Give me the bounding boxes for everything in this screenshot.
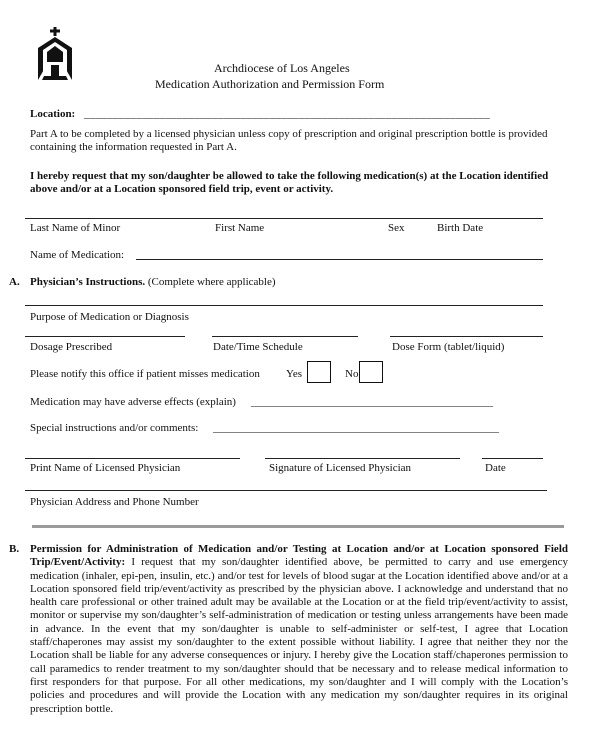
org-name: Archdiocese of Los Angeles [214, 61, 350, 75]
no-label: No [345, 368, 359, 380]
request-statement: I hereby request that my son/daughter be allowed to take the following medication(s) at the Location identified above and/or at a Location sponsored field trip, event or activity. [30, 170, 549, 196]
special-field[interactable]: ____________________________________________________ [213, 422, 499, 434]
section-b-paragraph [30, 543, 568, 730]
first-name-label: First Name [215, 222, 265, 234]
adverse-label: Medication may have adverse effects (explain) [30, 396, 236, 408]
dose-form-label: Dose Form (tablet/liquid) [392, 341, 505, 353]
section-a-letter: A. [9, 276, 20, 288]
adverse-field[interactable]: ____________________________________________ [251, 396, 493, 408]
section-b-letter: B. [9, 543, 20, 555]
schedule-label: Date/Time Schedule [213, 341, 303, 353]
physician-signature-label: Signature of Licensed Physician [269, 462, 412, 474]
purpose-line[interactable] [25, 305, 543, 306]
dosage-line[interactable] [25, 336, 185, 337]
sex-label: Sex [388, 222, 405, 234]
schedule-line[interactable] [212, 336, 358, 337]
form-title: Medication Authorization and Permission Form [155, 77, 385, 91]
address-label: Physician Address and Phone Number [30, 496, 199, 508]
date-label: Date [485, 462, 506, 474]
archdiocese-logo-icon [34, 26, 76, 82]
physician-name-line[interactable] [25, 458, 240, 459]
dose-form-line[interactable] [390, 336, 543, 337]
special-label: Special instructions and/or comments: [30, 422, 199, 434]
section-a-title: Physician’s Instructions. [30, 276, 146, 288]
physician-name-label: Print Name of Licensed Physician [30, 462, 181, 474]
physician-signature-line[interactable] [265, 458, 460, 459]
medication-name-label: Name of Medication: [30, 249, 125, 261]
purpose-label: Purpose of Medication or Diagnosis [30, 311, 189, 323]
no-checkbox[interactable] [359, 361, 383, 383]
notify-label: Please notify this office if patient misses medication [30, 368, 260, 380]
minor-info-line[interactable] [25, 218, 543, 219]
address-line[interactable] [25, 490, 547, 491]
last-name-label: Last Name of Minor [30, 222, 121, 234]
yes-label: Yes [286, 368, 303, 380]
dosage-label: Dosage Prescribed [30, 341, 113, 353]
date-line[interactable] [482, 458, 543, 459]
medication-name-field[interactable] [136, 259, 543, 260]
birth-date-label: Birth Date [437, 222, 484, 234]
part-a-note: Part A to be completed by a licensed physician unless copy of prescription and original prescription bottle is provided containing the information requested in Part A. [30, 128, 548, 154]
section-b-heading: Permission for Administration of Medication and/or Testing at Location and/or at Location sponsored Field Trip/Event/Activity: [30, 543, 568, 569]
location-label: Location: [30, 108, 76, 120]
yes-checkbox[interactable] [307, 361, 331, 383]
section-divider [32, 525, 564, 528]
section-b-body: I request that my son/daughter identified above, be permitted to carry and use emergency medication (inhaler, epi-pen, insulin, etc.) and/or test for levels of blood sugar at the Location identified above and/or at a Location sponsored field trip/event/activity as prescribed by the physician above. I acknowledge and understand that no health care professional or other trained adult may be available at the Location or at the field trip/event/activity to assist, monitor or supervise my son/daughter’s self-administration of medication or testing unless arrangements have been made in advance. In the event that my son/daughter is unable to self-administer or self-test, I agree that Location staff/chaperones may assist my son/daughter to the extent possible without liability. I agree that neither they nor the Location shall be liable for any adverse consequences or injury. I hereby give the Location staff/chaperones permission to call paramedics to render treatment to my son/daughter should that be necessary and to release medical information to first responders for that purpose. For all other medications, my son/daughter and I will comply with the Location’s policies and procedures and will provide the Location with any medication my son/daughter requires in its original prescription bottle. [30, 556, 568, 715]
section-a-heading [30, 276, 276, 288]
location-field[interactable]: ______________________________________________________________________ [84, 108, 490, 120]
section-a-note: (Complete where applicable) [147, 276, 276, 288]
